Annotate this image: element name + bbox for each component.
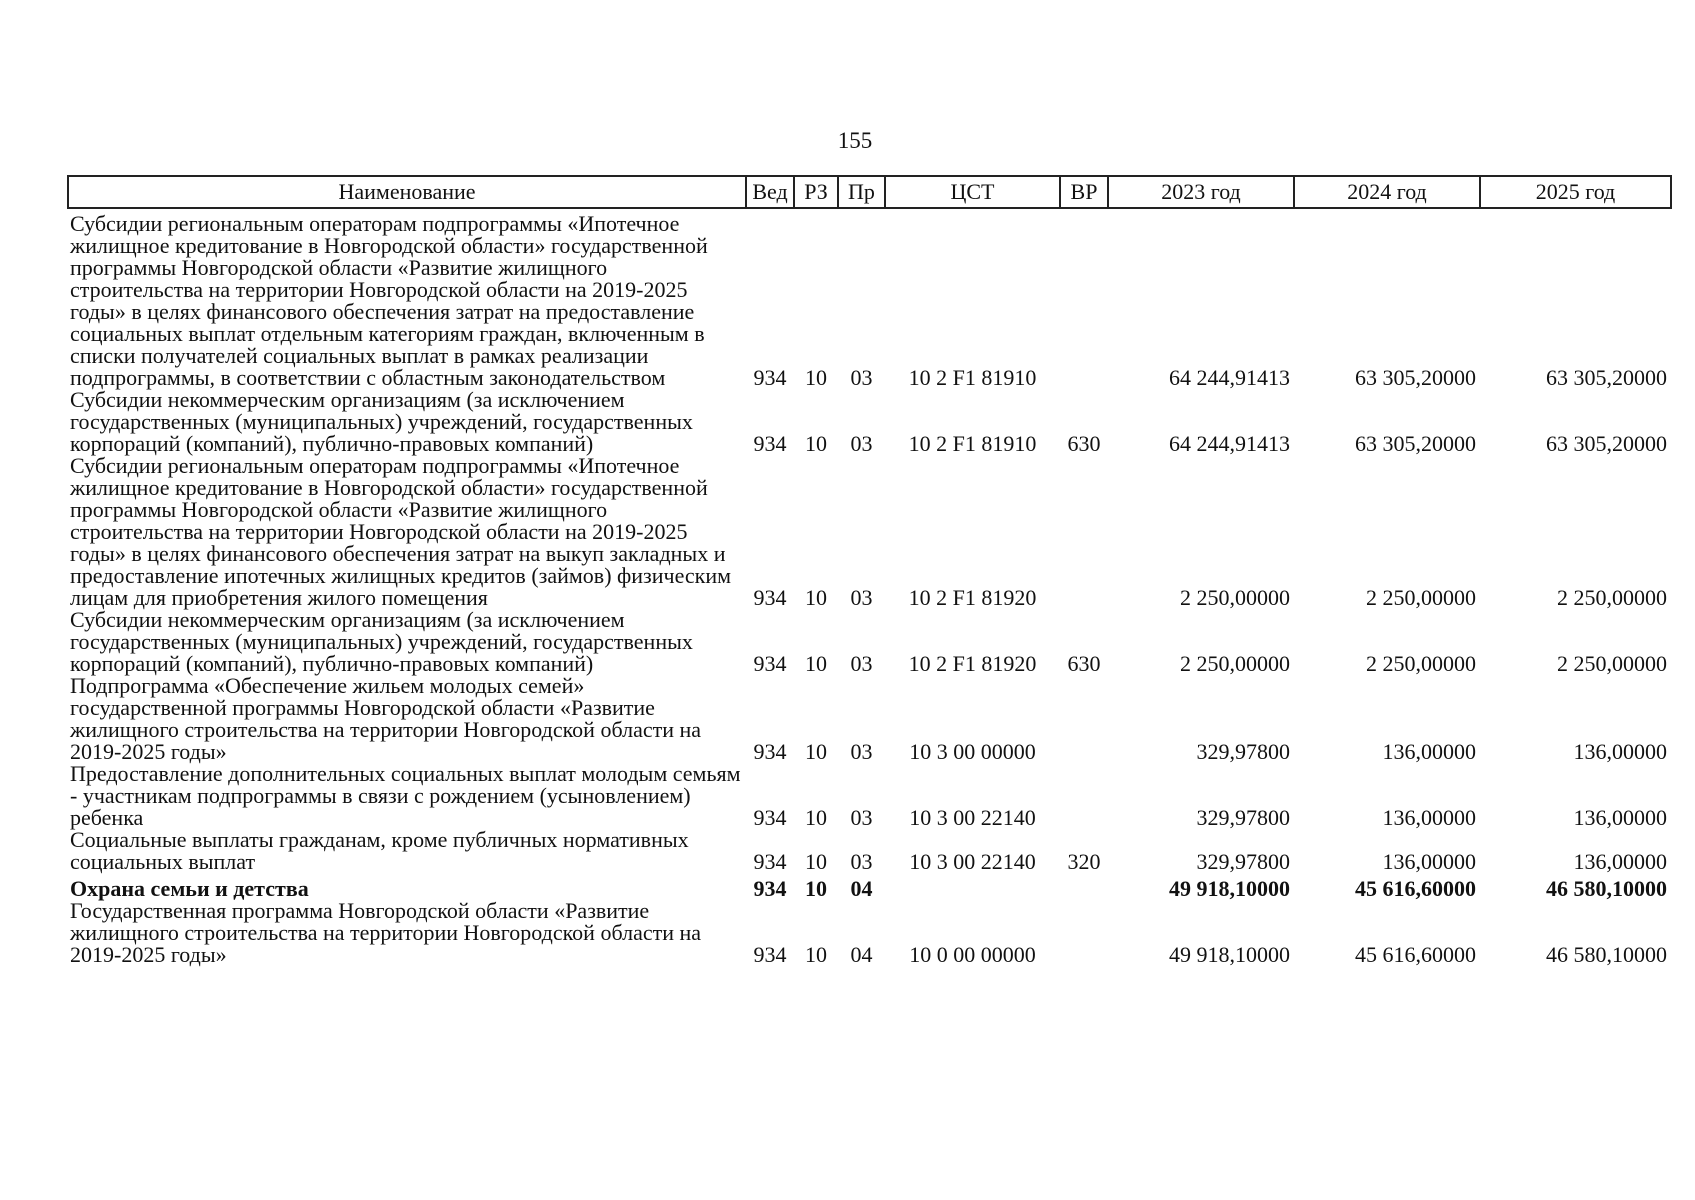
- page-number: 155: [837, 128, 873, 153]
- row-cst: 10 3 00 22140: [909, 849, 1036, 874]
- row-vr: [1060, 763, 1108, 829]
- row-rz: 10: [805, 849, 827, 874]
- row-rz: 10: [805, 651, 827, 676]
- row-2025: 136,00000: [1573, 849, 1667, 874]
- table-header: [68, 176, 1671, 208]
- row-ved: 934: [753, 651, 787, 676]
- row-2024: 45 616,60000: [1355, 876, 1476, 901]
- row-rz: 10: [805, 365, 827, 390]
- row-cst: 10 3 00 22140: [909, 805, 1036, 830]
- row-rz: 10: [805, 942, 827, 967]
- row-2025: 2 250,00000: [1557, 585, 1667, 610]
- row-2025: 63 305,20000: [1546, 365, 1667, 390]
- row-2025: 46 580,10000: [1546, 942, 1667, 967]
- budget-table: [67, 175, 1672, 966]
- row-ved: 934: [753, 365, 787, 390]
- row-2025: 136,00000: [1573, 805, 1667, 830]
- row-name: Предоставление дополнительных социальных выплат молодым семьям - участникам подпрограммы в связи с рождением (усыновлением) ребенка: [70, 761, 741, 830]
- row-name: Государственная программа Новгородской области «Развитие жилищного строительства на территории Новгородской области на 2019-2025 годы»: [70, 898, 702, 967]
- row-pr: 03: [850, 805, 873, 830]
- table-row-section: [68, 873, 1671, 900]
- row-ved: 934: [753, 805, 787, 830]
- row-vr: [1060, 455, 1108, 609]
- row-name: Субсидии некоммерческим организациям (за исключением государственных (муниципальных) учреждений, государственных корпораций (компаний), публично-правовых компаний): [70, 607, 693, 676]
- table-row: [68, 900, 1671, 966]
- row-pr: 04: [850, 876, 873, 901]
- row-vr: [1060, 900, 1108, 966]
- row-name: Субсидии некоммерческим организациям (за исключением государственных (муниципальных) учреждений, государственных корпораций (компаний), публично-правовых компаний): [70, 387, 693, 456]
- row-rz: 10: [805, 431, 827, 456]
- row-pr: 04: [850, 942, 873, 967]
- table-row: [68, 389, 1671, 455]
- row-2023: 64 244,91413: [1169, 431, 1290, 456]
- row-2023: 2 250,00000: [1180, 651, 1290, 676]
- row-cst: [885, 873, 1060, 900]
- row-vr: [1060, 873, 1108, 900]
- row-2024: 2 250,00000: [1366, 585, 1476, 610]
- row-rz: 10: [805, 805, 827, 830]
- header-cst: ЦСТ: [885, 176, 1060, 208]
- row-vr: 320: [1067, 849, 1101, 874]
- row-2023: 329,97800: [1196, 739, 1290, 764]
- row-2025: 136,00000: [1573, 739, 1667, 764]
- row-rz: 10: [805, 739, 827, 764]
- row-pr: 03: [850, 585, 873, 610]
- table-row: [68, 829, 1671, 873]
- row-2024: 136,00000: [1382, 739, 1476, 764]
- row-name: Субсидии региональным операторам подпрограммы «Ипотечное жилищное кредитование в Новгородской области» государственной программы Новгородской области «Развитие жилищного строительства на территории Новгородской области на 2019-2025 годы» в целях финансового обеспечения затрат на предоставление социальных выплат отдельным категориям граждан, включенным в списки получателей социальных выплат в рамках реализации подпрограммы, в соответствии с областным законодательством: [70, 211, 708, 390]
- row-2024: 63 305,20000: [1355, 365, 1476, 390]
- row-cst: 10 3 00 00000: [909, 739, 1036, 764]
- row-pr: 03: [850, 739, 873, 764]
- row-2023: 329,97800: [1196, 849, 1290, 874]
- row-rz: 10: [805, 876, 827, 901]
- row-ved: 934: [753, 739, 787, 764]
- row-pr: 03: [850, 365, 873, 390]
- header-2024: 2024 год: [1294, 176, 1480, 208]
- row-vr: 630: [1067, 651, 1101, 676]
- row-name: Подпрограмма «Обеспечение жильем молодых семей» государственной программы Новгородской области «Развитие жилищного строительства на территории Новгородской области на 2019-2025 годы»: [70, 673, 702, 764]
- table-row: [68, 455, 1671, 609]
- row-name: Социальные выплаты гражданам, кроме публичных нормативных социальных выплат: [70, 827, 689, 874]
- row-cst: 10 0 00 00000: [909, 942, 1036, 967]
- row-vr: [1060, 208, 1108, 389]
- row-name: Субсидии региональным операторам подпрограммы «Ипотечное жилищное кредитование в Новгородской области» государственной программы Новгородской области «Развитие жилищного строительства на территории Новгородской области на 2019-2025 годы» в целях финансового обеспечения затрат на выкуп закладных и предоставление ипотечных жилищных кредитов (займов) физическим лицам для приобретения жилого помещения: [70, 453, 732, 610]
- row-2025: 63 305,20000: [1546, 431, 1667, 456]
- row-2025: 2 250,00000: [1557, 651, 1667, 676]
- row-2023: 49 918,10000: [1169, 942, 1290, 967]
- table-row: [68, 763, 1671, 829]
- row-2024: 45 616,60000: [1355, 942, 1476, 967]
- row-cst: 10 2 F1 81910: [908, 365, 1037, 390]
- row-ved: 934: [753, 431, 787, 456]
- row-vr: 630: [1067, 431, 1101, 456]
- row-cst: 10 2 F1 81920: [908, 651, 1037, 676]
- table-row: [68, 675, 1671, 763]
- row-rz: 10: [805, 585, 827, 610]
- table-body: [68, 208, 1671, 966]
- row-ved: 934: [753, 585, 787, 610]
- row-cst: 10 2 F1 81910: [908, 431, 1037, 456]
- row-ved: 934: [753, 942, 787, 967]
- row-ved: 934: [753, 876, 787, 901]
- row-2023: 329,97800: [1196, 805, 1290, 830]
- row-ved: 934: [753, 849, 787, 874]
- row-2024: 63 305,20000: [1355, 431, 1476, 456]
- header-name: Наименование: [68, 176, 746, 208]
- row-2023: 49 918,10000: [1169, 876, 1290, 901]
- row-2024: 136,00000: [1382, 805, 1476, 830]
- row-2025: 46 580,10000: [1546, 876, 1667, 901]
- header-vr: ВР: [1060, 176, 1108, 208]
- header-ved: Вед: [746, 176, 794, 208]
- header-2025: 2025 год: [1480, 176, 1671, 208]
- row-2023: 2 250,00000: [1180, 585, 1290, 610]
- row-pr: 03: [850, 431, 873, 456]
- row-name: Охрана семьи и детства: [70, 876, 309, 901]
- row-vr: [1060, 675, 1108, 763]
- row-pr: 03: [850, 651, 873, 676]
- row-pr: 03: [850, 849, 873, 874]
- header-rz: РЗ: [794, 176, 838, 208]
- table-row: [68, 208, 1671, 389]
- row-cst: 10 2 F1 81920: [908, 585, 1037, 610]
- row-2024: 2 250,00000: [1366, 651, 1476, 676]
- row-2023: 64 244,91413: [1169, 365, 1290, 390]
- header-pr: Пр: [838, 176, 885, 208]
- row-2024: 136,00000: [1382, 849, 1476, 874]
- table-row: [68, 609, 1671, 675]
- header-2023: 2023 год: [1108, 176, 1294, 208]
